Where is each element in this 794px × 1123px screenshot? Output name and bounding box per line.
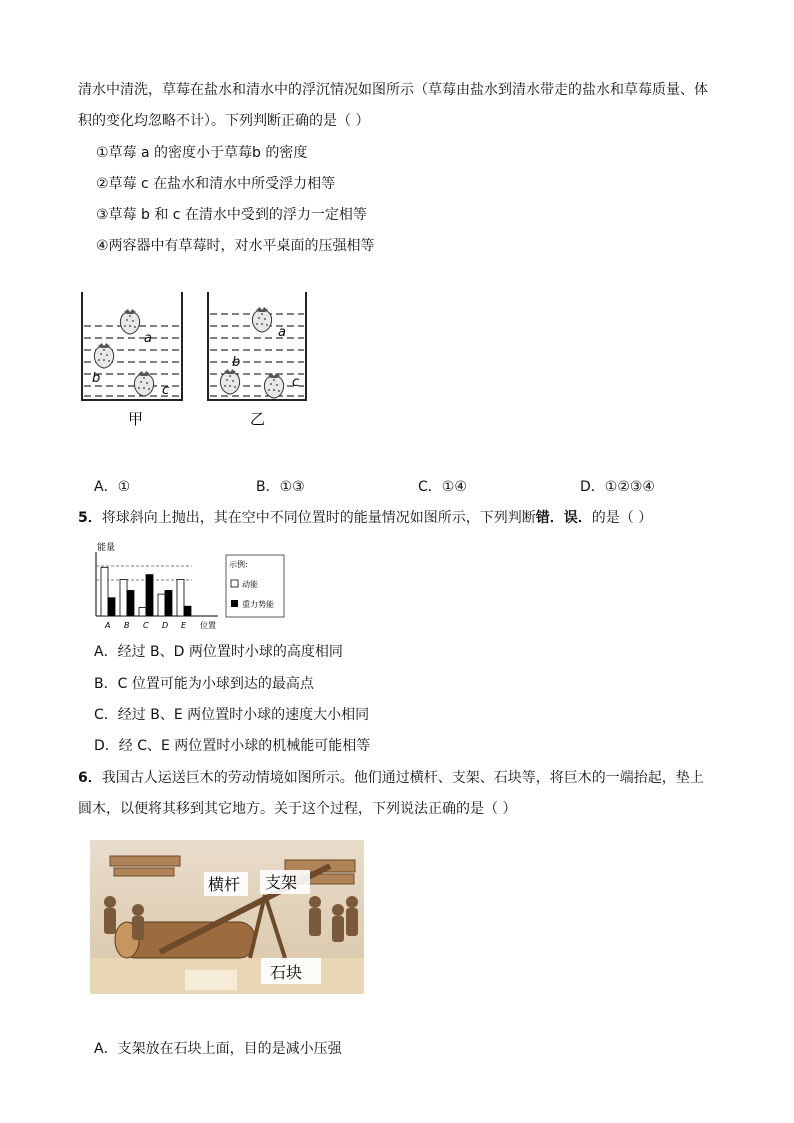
x-tick-label: C xyxy=(143,621,149,630)
q4-statement-1: ①草莓 a 的密度小于草莓b 的密度 xyxy=(96,145,308,161)
container-label-right: 乙 xyxy=(250,410,266,428)
q6-number: 6． xyxy=(78,770,102,786)
bar-E-kinetic xyxy=(177,579,184,616)
strawberry-icon xyxy=(134,371,153,396)
berry-label-c-right: c xyxy=(292,375,300,390)
bar-A-potential xyxy=(108,598,115,616)
strawberry-icon xyxy=(252,307,271,332)
bar-E-potential xyxy=(184,606,191,616)
option-text: ①③ xyxy=(279,479,305,495)
x-tick-label: A xyxy=(105,621,111,630)
option-text: ①④ xyxy=(441,479,467,495)
q4-statement-4: ④两容器中有草莓时，对水平桌面的压强相等 xyxy=(96,238,375,254)
q5-number: 5． xyxy=(78,510,102,526)
q4-option-a[interactable] xyxy=(94,477,130,497)
legend-swatch-kinetic xyxy=(231,580,238,587)
option-text: ① xyxy=(117,479,131,495)
berry-label-b-left: b xyxy=(92,371,101,386)
q6-option-a[interactable]: A．支架放在石块上面，目的是减小压强 xyxy=(94,1041,342,1057)
legend-label-kinetic: 动能 xyxy=(242,580,258,589)
strawberry-icon xyxy=(220,369,239,394)
q4-stem-line1: 清水中清洗，草莓在盐水和清水中的浮沉情况如图所示（草莓由盐水到清水带走的盐水和草莓质量、体 xyxy=(78,82,708,98)
bar-C-potential xyxy=(146,575,153,616)
chart-xlabel: 位置 xyxy=(200,621,216,630)
q5-option-a[interactable]: A．经过 B、D 两位置时小球的高度相同 xyxy=(94,644,343,660)
q4-containers-figure xyxy=(78,286,318,432)
berry-label-c-left: c xyxy=(162,383,170,398)
legend-label-potential: 重力势能 xyxy=(242,600,274,609)
legend-swatch-potential xyxy=(231,600,238,607)
option-letter: A． xyxy=(94,479,118,495)
q5-energy-chart xyxy=(88,538,288,632)
strawberry-icon xyxy=(120,309,139,334)
option-letter: D． xyxy=(580,479,605,495)
q5-stem-end: 的是（ ） xyxy=(591,510,653,526)
label-stone: 石块 xyxy=(270,963,303,982)
q5-option-c[interactable]: C．经过 B、E 两位置时小球的速度大小相同 xyxy=(94,707,370,723)
chart-ylabel: 能量 xyxy=(97,543,116,553)
q5-emphasis: 错．误． xyxy=(535,510,592,526)
x-tick-label: B xyxy=(124,621,130,630)
berry-label-a-left: a xyxy=(144,331,152,346)
q4-option-b[interactable] xyxy=(256,477,305,497)
bar-A-kinetic xyxy=(101,567,108,616)
container-label-left: 甲 xyxy=(128,410,144,428)
bar-C-kinetic xyxy=(139,607,146,616)
q6-stem-text: 我国古人运送巨木的劳动情境如图所示。他们通过横杆、支架、石块等，将巨木的一端抬起，垫上 xyxy=(101,770,704,786)
bar-D-kinetic xyxy=(158,594,165,616)
berry-label-a-right: a xyxy=(278,325,286,340)
strawberry-icon xyxy=(264,373,283,398)
x-tick-label: E xyxy=(181,621,187,630)
q5-stem xyxy=(78,508,652,528)
q6-stem-line1 xyxy=(78,768,704,788)
q5-stem-text: 将球斜向上抛出，其在空中不同位置时的能量情况如图所示，下列判断 xyxy=(101,510,536,526)
label-crossbar: 横杆 xyxy=(208,875,241,894)
q5-option-b[interactable]: B．C 位置可能为小球到达的最高点 xyxy=(94,676,314,692)
berry-label-b-right: b xyxy=(232,355,241,370)
option-letter: B． xyxy=(256,479,280,495)
q4-option-d[interactable] xyxy=(580,477,655,497)
strawberry-icon xyxy=(94,343,113,368)
q4-option-c[interactable] xyxy=(418,477,467,497)
bar-D-potential xyxy=(165,590,172,616)
x-tick-label: D xyxy=(162,621,169,630)
legend-title: 示例: xyxy=(229,560,248,569)
q4-stem-line2: 积的变化均忽略不计）。下列判断正确的是（ ） xyxy=(78,113,370,129)
q4-statement-3: ③草莓 b 和 c 在清水中受到的浮力一定相等 xyxy=(96,207,367,223)
bar-B-potential xyxy=(127,590,134,616)
option-text: ①②③④ xyxy=(604,479,655,495)
q6-illustration xyxy=(90,840,364,994)
q6-stem-line2: 圆木，以便将其移到其它地方。关于这个过程，下列说法正确的是（ ） xyxy=(78,801,517,817)
q4-statement-2: ②草莓 c 在盐水和清水中所受浮力相等 xyxy=(96,176,336,192)
bar-B-kinetic xyxy=(120,579,127,616)
label-frame: 支架 xyxy=(265,873,298,892)
q5-option-d[interactable]: D．经 C、E 两位置时小球的机械能可能相等 xyxy=(94,738,371,754)
option-letter: C． xyxy=(418,479,442,495)
